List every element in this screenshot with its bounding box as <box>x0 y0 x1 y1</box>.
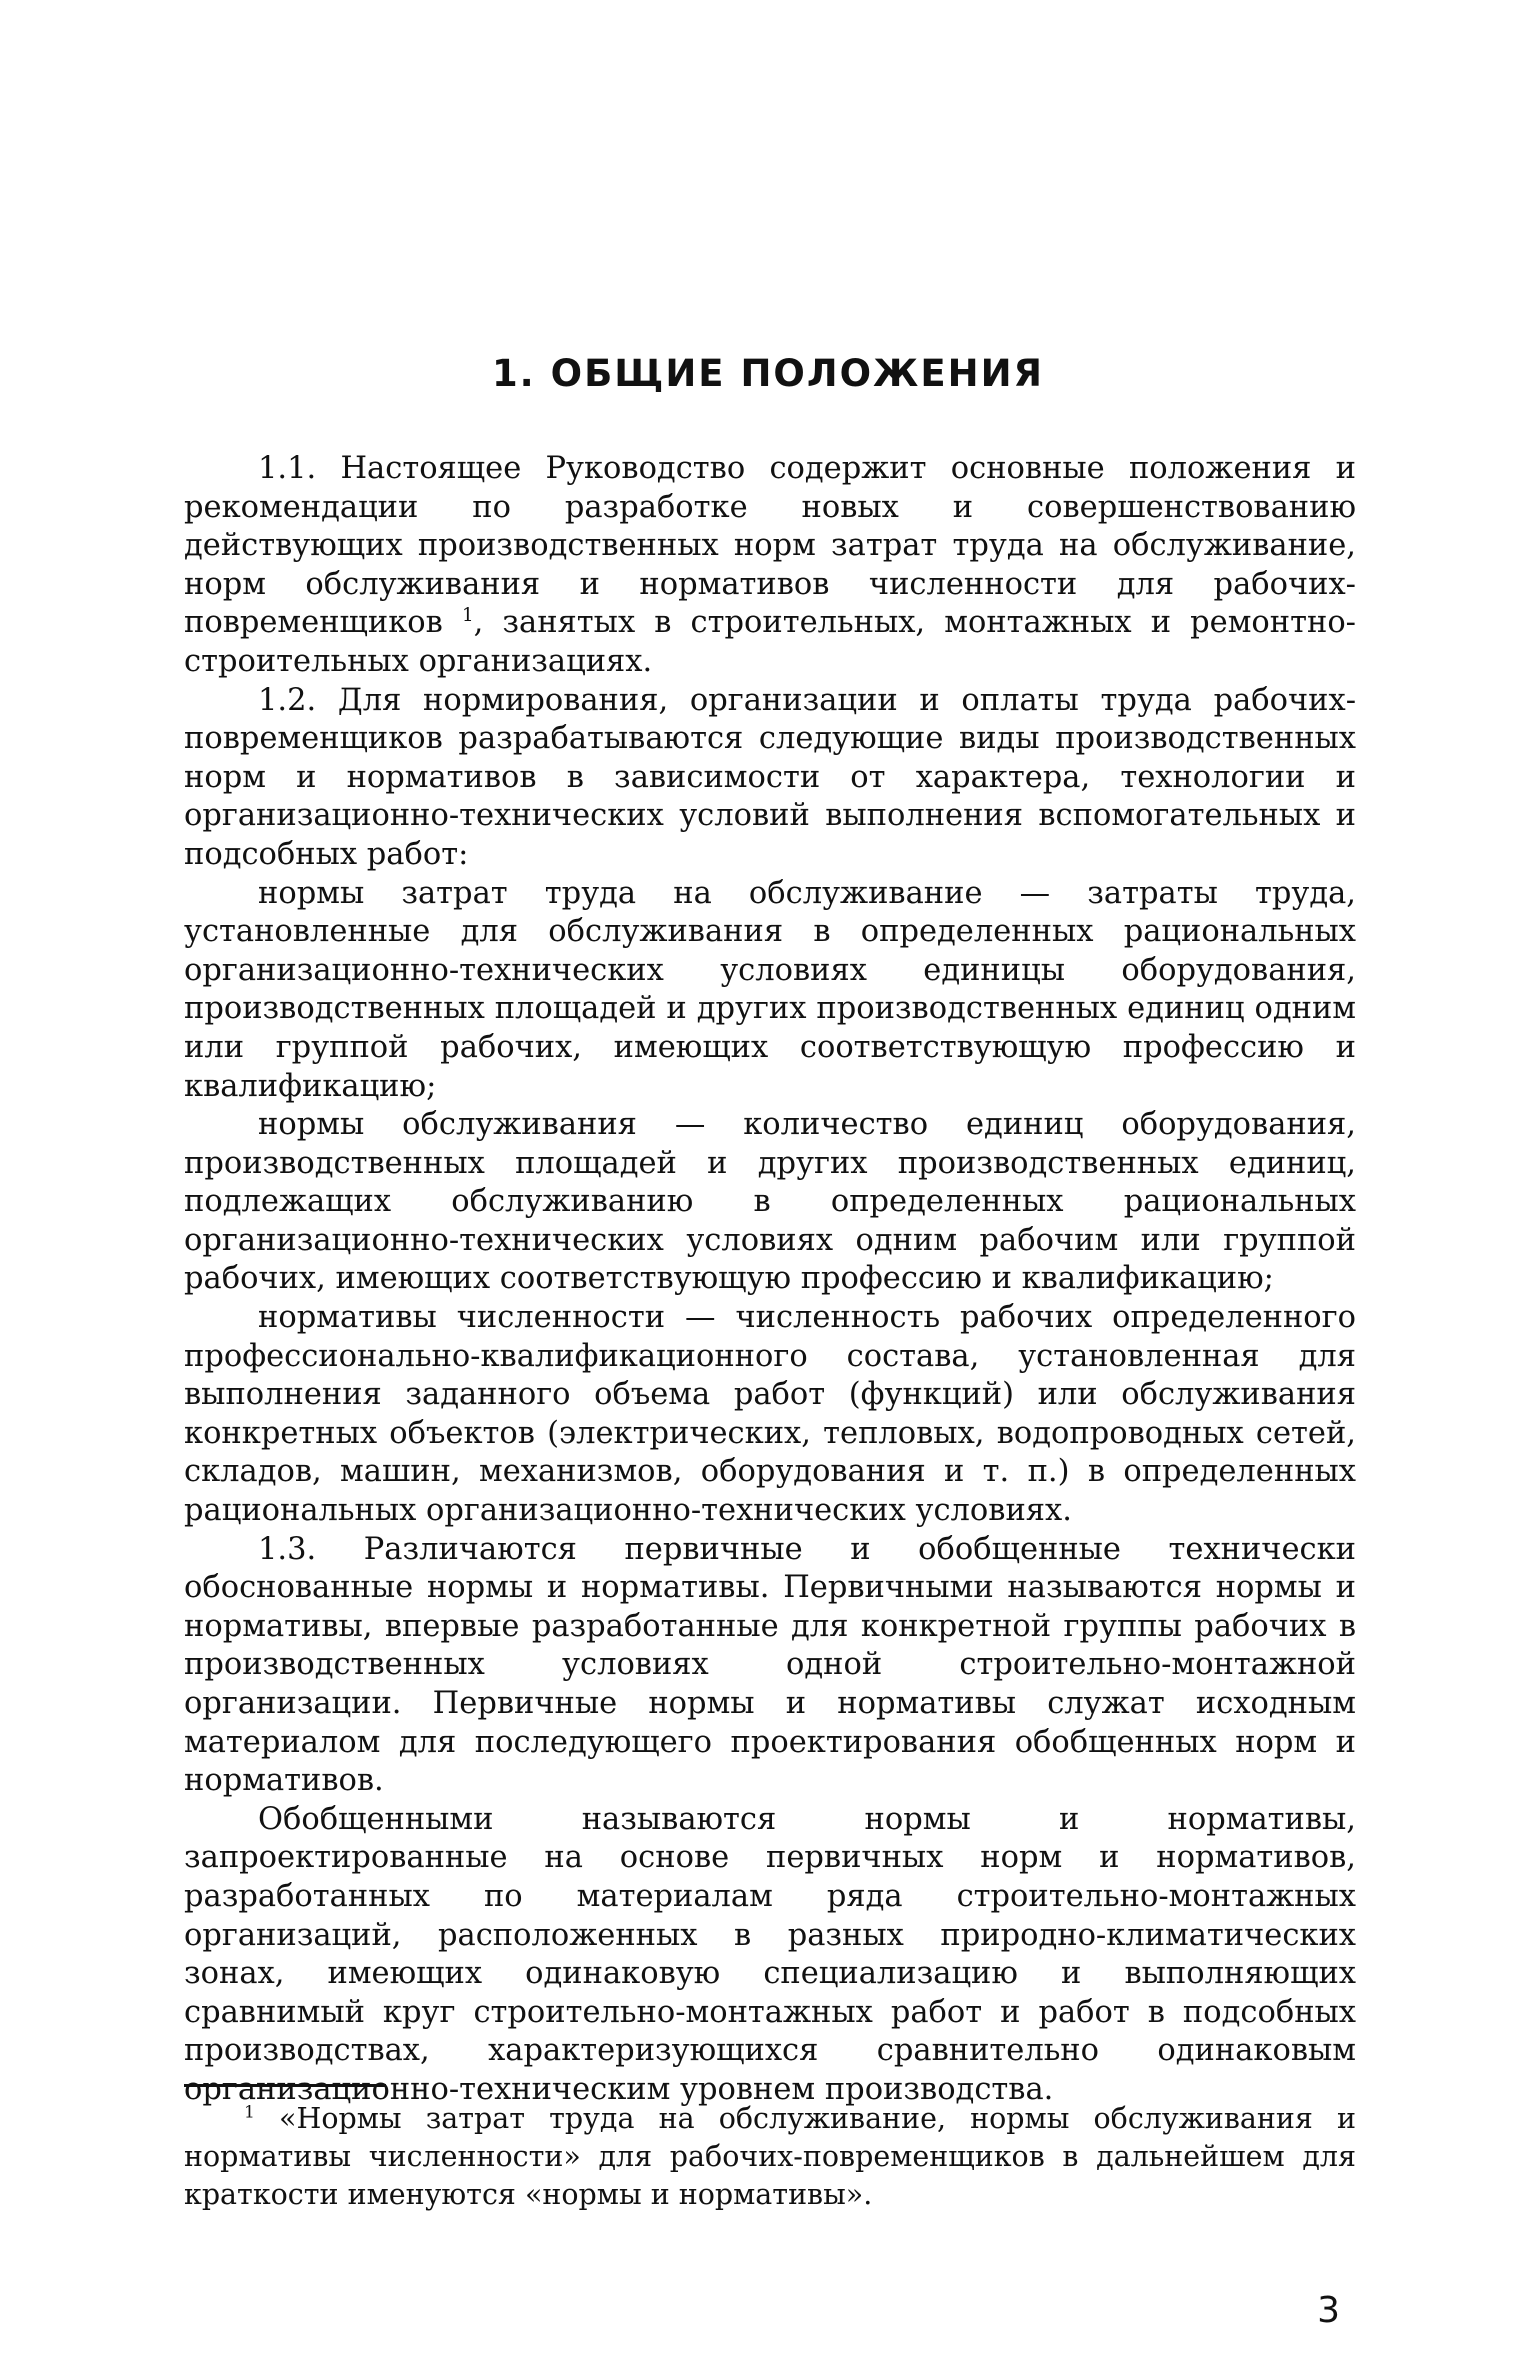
footnote <box>184 2100 1356 2214</box>
paragraph-generalized-norms: Обобщенными называются нормы и нормативы, запроектированные на основе первичных норм и нормативов, разработанных по материалам ряда строительно-монтажных организаций, расположенных в разных природно-климатических зонах, имеющих одинаковую специализацию и выполняющих сравнимый круг строительно-монтажных работ и работ в подсобных производствах, характеризующихся сравнительно одинаковым организационно-техническим уровнем производства. <box>184 1801 1356 2107</box>
paragraph-text: 1.1. Настоящее Руководство содержит основные положения и рекомендации по разработке новых и совершенствованию действующих производственных норм затрат труда на обслуживание, норм обслуживания и нормативов численности для рабочих-повременщиков <box>184 451 1356 641</box>
footnote-marker: 1 <box>244 2102 255 2123</box>
footnote-reference: 1 <box>461 605 474 627</box>
paragraph-1-2: 1.2. Для нормирования, организации и оплаты труда рабочих-повременщиков разрабатываются следующие виды производственных норм и нормативов в зависимости от характера, технологии и организационно-технических условий выполнения вспомогательных и подсобных работ: <box>184 682 1356 872</box>
footnote-divider <box>184 2084 386 2087</box>
paragraph-definition-service-norms: нормы обслуживания — количество единиц оборудования, производственных площадей и других производственных единиц, подлежащих обслуживанию в определенных рациональных организационно-технических условиях одним рабочим или группой рабочих, имеющих соответствующую профессию и квалификацию; <box>184 1107 1356 1297</box>
page-number: 3 <box>1317 2290 1340 2331</box>
paragraph-definition-staffing-norms: нормативы численности — численность рабочих определенного профессионально-квалификационного состава, установленная для выполнения заданного объема работ (функций) или обслуживания конкретных объектов (электрических, тепловых, водопроводных сетей, складов, машин, механизмов, оборудования и т. п.) в определенных рациональных организационно-технических условиях. <box>184 1300 1356 1529</box>
paragraph-1-1 <box>184 450 1356 682</box>
paragraph-text: , занятых в строительных, монтажных и ремонтно-строительных организациях. <box>184 605 1356 679</box>
section-heading: 1. ОБЩИЕ ПОЛОЖЕНИЯ <box>491 352 1045 395</box>
body-text <box>184 450 1356 2110</box>
footnote-body: «Нормы затрат труда на обслуживание, нормы обслуживания и нормативы численности» для рабочих-повременщиков в дальнейшем для краткости именуются «нормы и нормативы». <box>184 2102 1357 2211</box>
footnote-text <box>184 2100 1356 2214</box>
paragraph-1-3: 1.3. Различаются первичные и обобщенные технически обоснованные нормы и нормативы. Первичными называются нормы и нормативы, впервые разработанные для конкретной группы рабочих в производственных условиях одной строительно-монтажной организации. Первичные нормы и нормативы служат исходным материалом для последующего проектирования обобщенных норм и нормативов. <box>184 1531 1356 1799</box>
paragraph-definition-labor-norms: нормы затрат труда на обслуживание — затраты труда, установленные для обслуживания в определенных рациональных организационно-технических условиях единицы оборудования, производственных площадей и других производственных единиц одним или группой рабочих, имеющих соответствующую профессию и квалификацию; <box>184 875 1356 1104</box>
